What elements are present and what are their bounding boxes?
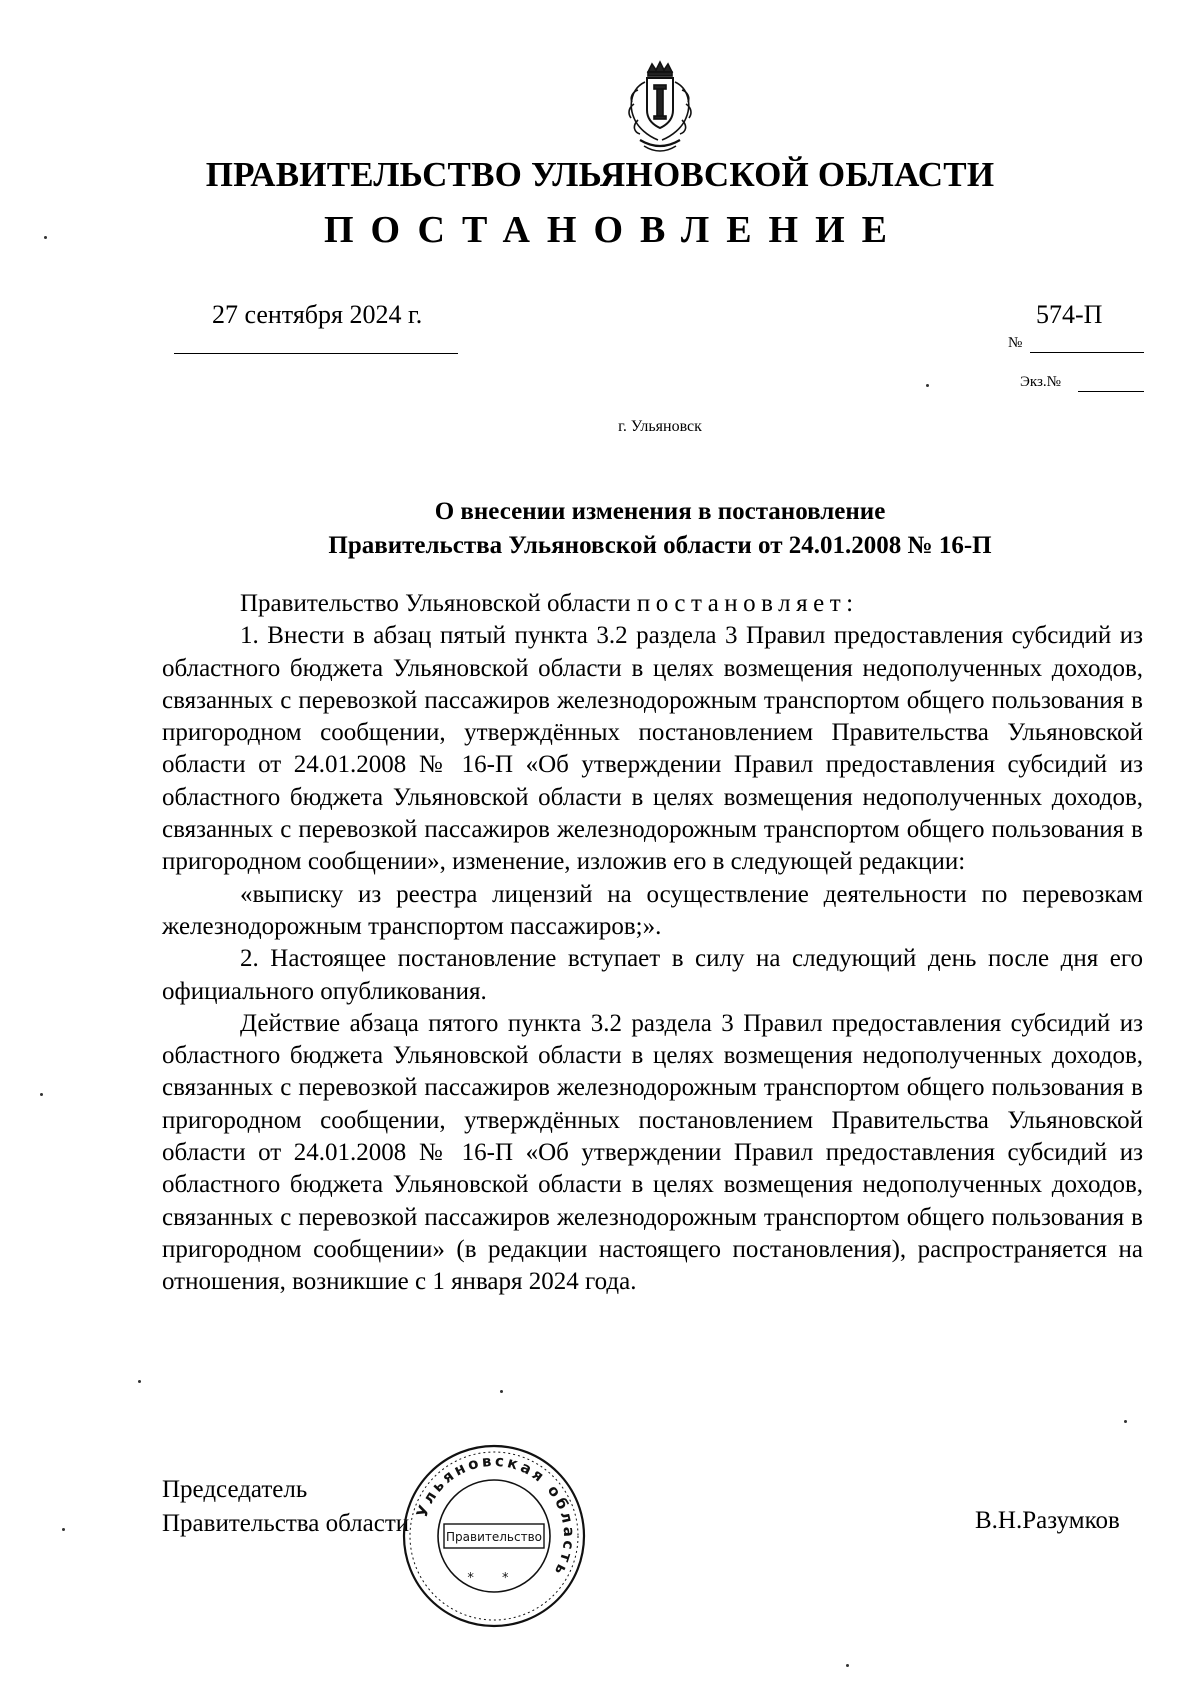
coat-of-arms-icon	[618, 58, 702, 158]
paragraph-3: 2. Настоящее постановление вступает в силу на следующий день после дня его официального опубликования.	[162, 945, 1143, 1005]
intro-spaced-verb: постановляет:	[636, 590, 859, 617]
official-seal	[400, 1442, 588, 1630]
date-underline	[174, 353, 458, 354]
document-date: 27 сентября 2024 г.	[212, 300, 423, 329]
seal-stars: * *	[467, 1571, 521, 1586]
signatory-name: В.Н.Разумков	[975, 1507, 1120, 1534]
seal-outer-text: Ульяновская область	[412, 1451, 579, 1581]
svg-text:Ульяновская область	[413, 1452, 578, 1581]
copy-number-label: Экз.№	[1020, 374, 1061, 390]
scan-speck	[44, 236, 47, 239]
scan-speck	[1124, 1420, 1127, 1423]
document-number: 574-П	[1036, 300, 1103, 329]
paragraph-4: Действие абзаца пятого пункта 3.2 раздела 3 Правил предоставления субсидий из областного бюджета Ульяновской области в целях возмещения недополученных доходов, связанных с перевозкой пассажиров железнодорожным транспортом общего пользования в пригородном сообщении, утверждённых постановлением Правительства Ульяновской области от 24.01.2008 № 16-П «Об утверждении Правил предоставления субсидий из областного бюджета Ульяновской области в целях возмещения недополученных доходов, связанных с перевозкой пассажиров железнодорожным транспортом общего пользования в пригородном сообщении» (в редакции настоящего постановления), распространяется на отношения, возникшие с 1 января 2024 года.	[162, 1009, 1143, 1296]
seal-center-text: Правительство	[446, 1530, 542, 1544]
document-heading	[0, 495, 1200, 563]
copy-number-underline	[1078, 391, 1144, 392]
paragraph-2: «выписку из реестра лицензий на осуществление деятельности по перевозкам железнодорожным транспортом пассажиров;».	[162, 880, 1143, 940]
scan-speck	[138, 1380, 141, 1383]
heading-line-1: О внесении изменения в постановление	[434, 498, 886, 525]
document-body	[162, 588, 1143, 1299]
scan-speck	[40, 1093, 43, 1096]
paragraph-1: 1. Внести в абзац пятый пункта 3.2 раздела 3 Правил предоставления субсидий из областного бюджета Ульяновской области в целях возмещения недополученных доходов, связанных с перевозкой пассажиров железнодорожным транспортом общего пользования в пригородном сообщении, утверждённых постановлением Правительства Ульяновской области от 24.01.2008 № 16-П «Об утверждении Правил предоставления субсидий из областного бюджета Ульяновской области в целях возмещения недополученных доходов, связанных с перевозкой пассажиров железнодорожным транспортом общего пользования в пригородном сообщении», изменение, изложив его в следующей редакции:	[162, 622, 1143, 876]
document-type-title: ПОСТАНОВЛЕНИЕ	[323, 209, 905, 251]
intro-prefix: Правительство Ульяновской области	[240, 590, 637, 617]
position-line-1: Председатель	[162, 1476, 308, 1503]
heading-line-2: Правительства Ульяновской области от 24.01.2008 № 16-П	[328, 532, 992, 559]
scan-speck	[926, 384, 929, 387]
city-name: г. Ульяновск	[618, 418, 702, 435]
intro-paragraph	[162, 588, 1143, 620]
scan-speck	[846, 1664, 849, 1667]
scan-speck	[62, 1528, 65, 1531]
signatory-position	[162, 1473, 409, 1541]
scan-speck	[500, 1390, 503, 1393]
organization-title: ПРАВИТЕЛЬСТВО УЛЬЯНОВСКОЙ ОБЛАСТИ	[205, 155, 995, 194]
number-underline	[1030, 352, 1144, 353]
number-label: №	[1008, 335, 1023, 351]
position-line-2: Правительства области	[162, 1510, 410, 1537]
